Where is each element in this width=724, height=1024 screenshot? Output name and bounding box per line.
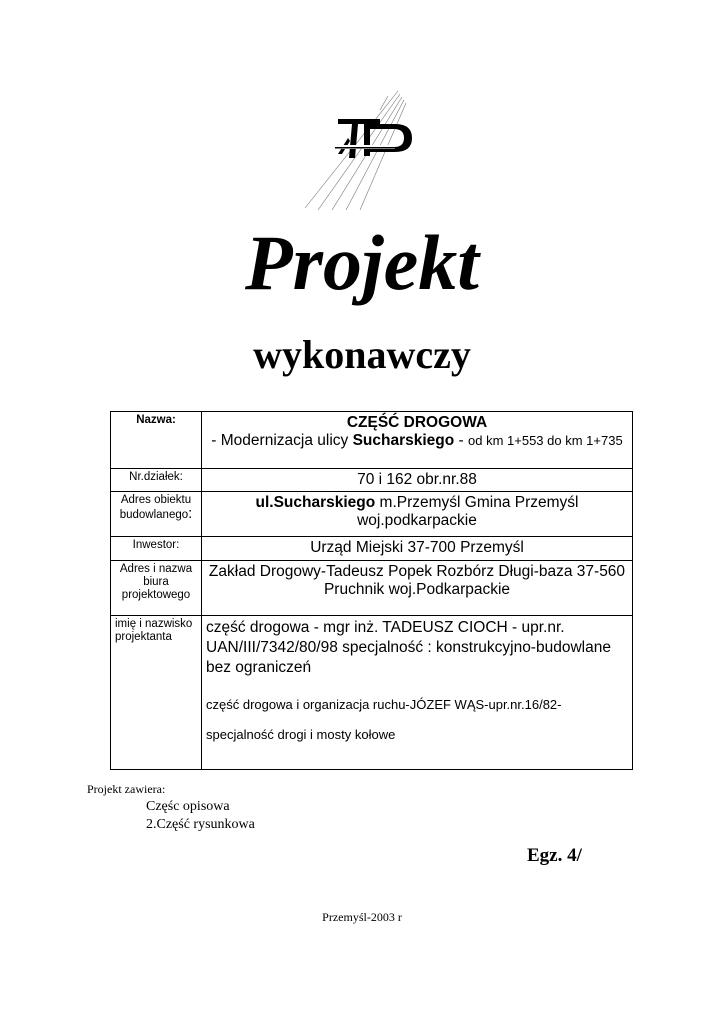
- nazwa-prefix: - Modernizacja ulicy: [211, 432, 353, 449]
- document-subtitle: wykonawczy: [253, 332, 471, 377]
- projektant-line-1: część drogowa - mgr inż. TADEUSZ CIOCH - upr.nr. UAN/III/7342/80/98 specjalność : konstrukcyjno-budowlane bez ograniczeń: [206, 619, 611, 676]
- table-row: [111, 492, 633, 537]
- adres-value: [202, 492, 633, 537]
- projektant-label: imię i nazwisko projektanta: [111, 616, 202, 770]
- nazwa-label: Nazwa:: [111, 412, 202, 469]
- adres-label: [111, 492, 202, 537]
- adres-rest: m.Przemyśl Gmina Przemyśl woj.podkarpackie: [357, 494, 579, 529]
- copy-number: Egz. 4/: [527, 845, 582, 866]
- nazwa-dash: -: [454, 432, 469, 449]
- table-row: [111, 616, 633, 770]
- inwestor-value: Urząd Miejski 37-700 Przemyśl: [202, 537, 633, 561]
- nazwa-description: [206, 432, 628, 450]
- list-item: 2.Część rysunkowa: [146, 817, 255, 832]
- table-row: [111, 537, 633, 561]
- contents-heading: Projekt zawiera:: [87, 782, 166, 796]
- document-title: Projekt: [245, 219, 479, 306]
- nazwa-value: [202, 412, 633, 469]
- inwestor-label: Inwestor:: [111, 537, 202, 561]
- nazwa-range: od km 1+553 do km 1+735: [468, 433, 623, 448]
- adres-label-colon: :: [188, 505, 193, 522]
- table-row: [111, 412, 633, 469]
- contents-list: [146, 798, 255, 834]
- projektant-line-2b: specjalność drogi i mosty kołowe: [206, 727, 396, 742]
- table-row: [111, 561, 633, 616]
- dzialki-label: Nr.działek:: [111, 469, 202, 492]
- list-item: Częśc opisowa: [146, 799, 230, 814]
- projektant-line-2a: część drogowa i organizacja ruchu-JÓZEF WĄS-upr.nr.16/82-: [206, 697, 562, 712]
- dzialki-value: 70 i 162 obr.nr.88: [202, 469, 633, 492]
- project-info-table: [110, 411, 633, 770]
- biuro-value: Zakład Drogowy-Tadeusz Popek Rozbórz Długi-baza 37-560 Pruchnik woj.Podkarpackie: [202, 561, 633, 616]
- projektant-value: [202, 616, 633, 770]
- biuro-label: Adres i nazwa biura projektowego: [111, 561, 202, 616]
- nazwa-title: CZĘŚĆ DROGOWA: [346, 414, 488, 431]
- adres-street: ul.Sucharskiego: [255, 494, 376, 511]
- table-row: [111, 469, 633, 492]
- company-logo: [300, 88, 430, 210]
- footer-place-date: Przemyśl-2003 r: [322, 910, 402, 924]
- nazwa-street: Sucharskiego: [352, 432, 455, 449]
- adres-label-text: Adres obiektu budowlanego: [119, 494, 192, 521]
